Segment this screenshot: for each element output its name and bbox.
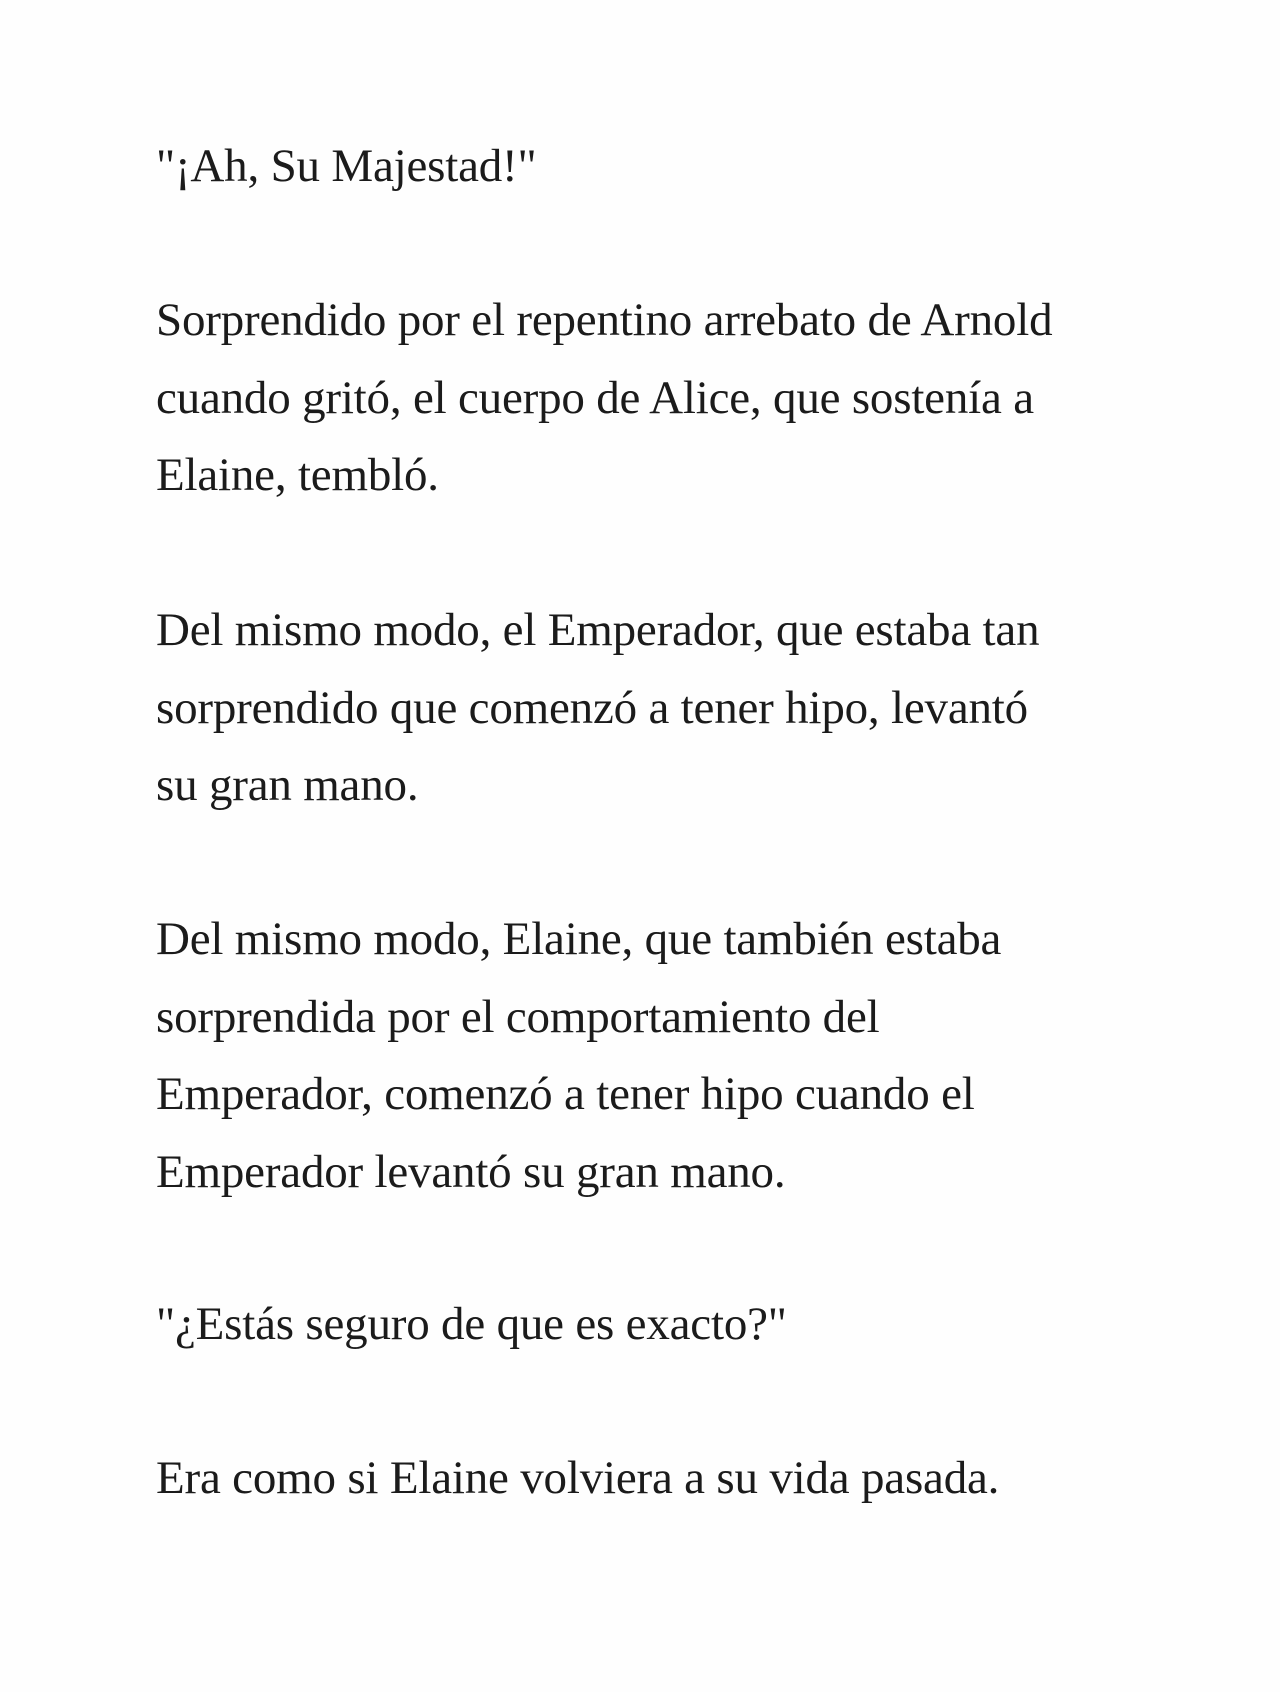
narration-paragraph: Sorprendido por el repentino arrebato de Arnold cuando gritó, el cuerpo de Alice, que sostenía a Elaine, tembló. [156, 294, 1053, 501]
narration-paragraph: Del mismo modo, Elaine, que también estaba sorprendida por el comportamiento del Emperador, comenzó a tener hipo cuando el Emperador levantó su gran mano. [156, 913, 1002, 1198]
dialogue-paragraph: "¿Estás seguro de que es exacto?" [156, 1298, 787, 1350]
narration-paragraph: Era como si Elaine volviera a su vida pasada. [156, 1452, 1000, 1504]
dialogue-paragraph: "¡Ah, Su Majestad!" [156, 140, 537, 192]
narration-paragraph: Del mismo modo, el Emperador, que estaba tan sorprendido que comenzó a tener hipo, levantó su gran mano. [156, 604, 1040, 811]
